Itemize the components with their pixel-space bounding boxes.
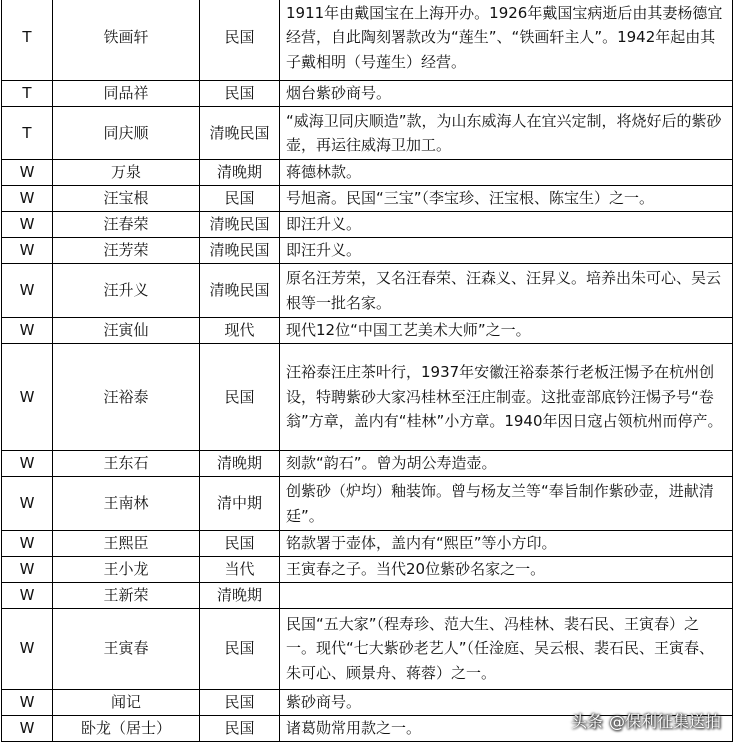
- row-note: 原名汪芳荣，又名汪春荣、汪森义、汪昇义。培养出朱可心、吴云根等一批名家。: [280, 264, 733, 318]
- table-row: [2, 212, 733, 238]
- row-era: 民国: [200, 608, 280, 689]
- row-name: 王小龙: [53, 557, 200, 583]
- watermark-author: @保利征集送拍: [608, 711, 721, 731]
- row-note: 汪裕泰汪庄茶叶行，1937年安徽汪裕泰茶行老板汪惕予在杭州创设，特聘紫砂大家冯桂林至汪庄制壶。这批壶部底钤汪惕予号“卷翁”方章，盖内有“桂林”小方章。1940年因日寇占领杭州而停产。: [280, 344, 733, 451]
- row-name: 铁画轩: [53, 0, 200, 81]
- row-name: 王南林: [53, 477, 200, 531]
- row-letter: W: [2, 715, 53, 741]
- row-era: 清晚民国: [200, 264, 280, 318]
- row-letter: W: [2, 583, 53, 609]
- watermark-source: 头条: [570, 711, 603, 731]
- row-era: 民国: [200, 715, 280, 741]
- row-era: 民国: [200, 186, 280, 212]
- row-note: 即汪升义。: [280, 212, 733, 238]
- row-note: 烟台紫砂商号。: [280, 81, 733, 107]
- row-name: 同庆顺: [53, 107, 200, 160]
- row-name: 汪宝根: [53, 186, 200, 212]
- row-letter: W: [2, 318, 53, 344]
- table-row: [2, 477, 733, 531]
- row-letter: T: [2, 107, 53, 160]
- row-letter: W: [2, 557, 53, 583]
- row-name: 汪裕泰: [53, 344, 200, 451]
- row-letter: W: [2, 477, 53, 531]
- row-note: 号旭斋。民国“三宝”（李宝珍、汪宝根、陈宝生）之一。: [280, 186, 733, 212]
- row-letter: W: [2, 212, 53, 238]
- table-row: [2, 583, 733, 609]
- row-name: 万泉: [53, 160, 200, 186]
- row-era: 当代: [200, 557, 280, 583]
- row-letter: W: [2, 186, 53, 212]
- table-row: [2, 81, 733, 107]
- row-note: 王寅春之子。当代20位紫砂名家之一。: [280, 557, 733, 583]
- table-row: [2, 0, 733, 81]
- row-note: 现代12位“中国工艺美术大师”之一。: [280, 318, 733, 344]
- row-name: 同品祥: [53, 81, 200, 107]
- row-era: 清晚期: [200, 160, 280, 186]
- row-note: 即汪升义。: [280, 238, 733, 264]
- row-note: [280, 583, 733, 609]
- table-row: [2, 264, 733, 318]
- row-era: 民国: [200, 689, 280, 715]
- row-era: 民国: [200, 0, 280, 81]
- row-name: 王新荣: [53, 583, 200, 609]
- row-note: 铭款署于壶体，盖内有“熙臣”等小方印。: [280, 531, 733, 557]
- row-name: 王东石: [53, 451, 200, 477]
- row-note: 民国“五大家”（程寿珍、范大生、冯桂林、裴石民、王寅春）之一。现代“七大紫砂老艺人”（任淦庭、吴云根、裴石民、王寅春、朱可心、顾景舟、蒋蓉）之一。: [280, 608, 733, 689]
- table-row: [2, 318, 733, 344]
- row-name: 汪芳荣: [53, 238, 200, 264]
- row-name: 汪升义: [53, 264, 200, 318]
- row-name: 王熙臣: [53, 531, 200, 557]
- table-row: [2, 344, 733, 451]
- row-note: “威海卫同庆顺造”款，为山东威海人在宜兴定制，将烧好后的紫砂壶，再运往威海卫加工。: [280, 107, 733, 160]
- row-letter: W: [2, 531, 53, 557]
- row-note: 创紫砂（炉均）釉装饰。曾与杨友兰等“奉旨制作紫砂壶，进献清廷”。: [280, 477, 733, 531]
- row-letter: T: [2, 0, 53, 81]
- row-era: 清中期: [200, 477, 280, 531]
- row-note: 1911年由戴国宝在上海开办。1926年戴国宝病逝后由其妻杨德宜经营，自此陶刻署款改为“莲生”、“铁画轩主人”。1942年起由其子戴相明（号莲生）经营。: [280, 0, 733, 81]
- row-letter: W: [2, 264, 53, 318]
- table-row: [2, 531, 733, 557]
- row-note: 蒋德林款。: [280, 160, 733, 186]
- row-letter: W: [2, 160, 53, 186]
- row-letter: W: [2, 689, 53, 715]
- table-row: [2, 451, 733, 477]
- table-row: [2, 608, 733, 689]
- artisan-table: [1, 0, 733, 742]
- row-letter: W: [2, 238, 53, 264]
- row-letter: T: [2, 81, 53, 107]
- row-letter: W: [2, 451, 53, 477]
- row-letter: W: [2, 608, 53, 689]
- row-note: 紫砂商号。: [280, 689, 733, 715]
- table-row: [2, 107, 733, 160]
- source-watermark: [571, 707, 721, 733]
- row-era: 民国: [200, 81, 280, 107]
- table-row: [2, 160, 733, 186]
- row-name: 汪春荣: [53, 212, 200, 238]
- row-era: 民国: [200, 344, 280, 451]
- row-era: 民国: [200, 531, 280, 557]
- table-row: [2, 186, 733, 212]
- row-note: 诸葛勋常用款之一。: [280, 715, 733, 741]
- row-era: 清晚民国: [200, 107, 280, 160]
- row-era: 清晚期: [200, 451, 280, 477]
- table-row: [2, 557, 733, 583]
- row-name: 闻记: [53, 689, 200, 715]
- row-era: 清晚民国: [200, 238, 280, 264]
- row-name: 汪寅仙: [53, 318, 200, 344]
- row-name: 王寅春: [53, 608, 200, 689]
- row-era: 清晚期: [200, 583, 280, 609]
- row-letter: W: [2, 344, 53, 451]
- row-name: 卧龙（居士）: [53, 715, 200, 741]
- row-note: 刻款“韵石”。曾为胡公寿造壶。: [280, 451, 733, 477]
- table-row: [2, 238, 733, 264]
- row-era: 清晚民国: [200, 212, 280, 238]
- row-era: 现代: [200, 318, 280, 344]
